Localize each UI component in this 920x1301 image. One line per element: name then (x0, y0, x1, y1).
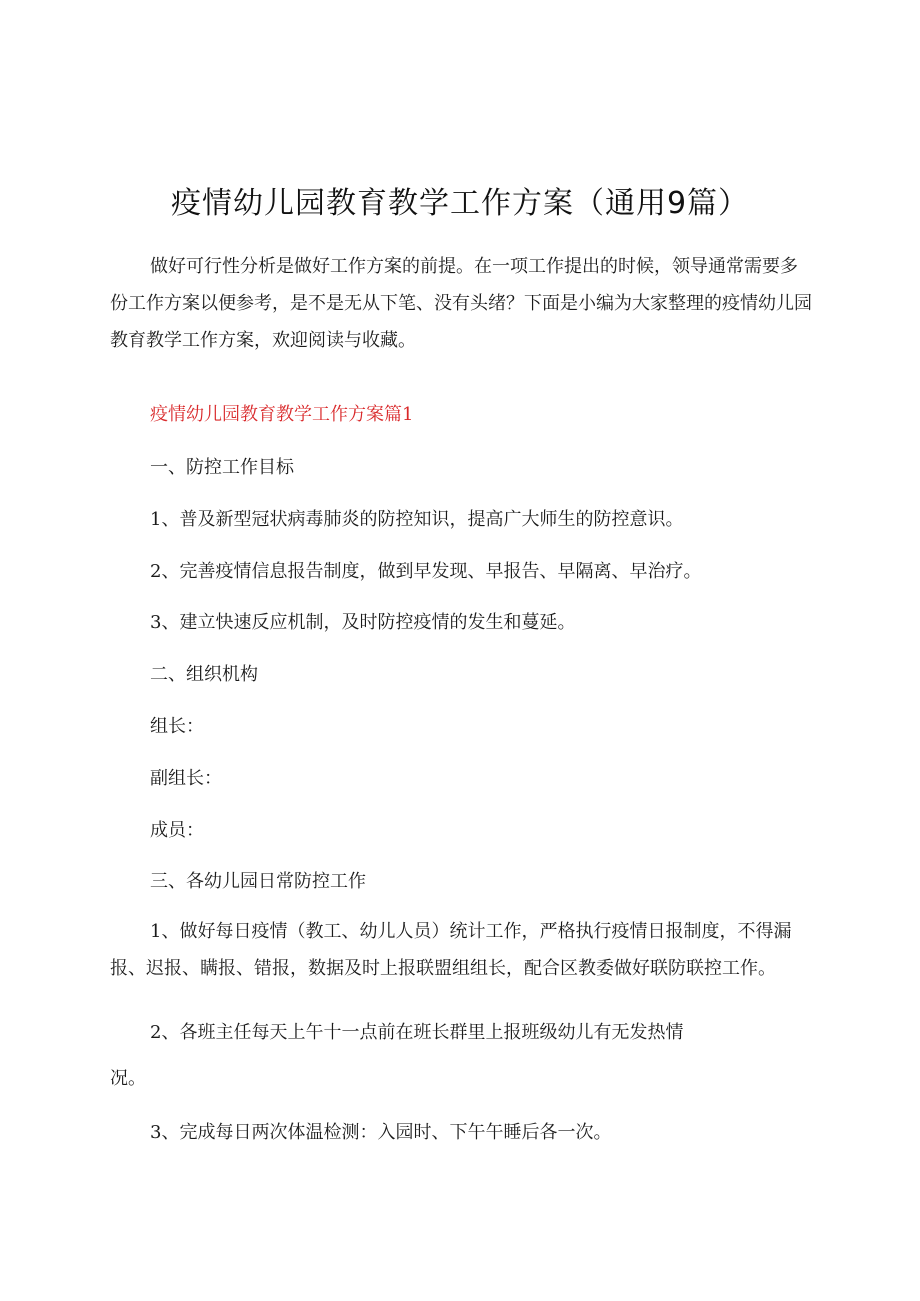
goal-item: 1、普及新型冠状病毒肺炎的防控知识，提高广大师生的防控意识。 (150, 509, 684, 530)
intro-paragraph: 做好可行性分析是做好工作方案的前提。在一项工作提出的时候，领导通常需要多份工作方案以便参考，是不是无从下笔、没有头绪？下面是小编为大家整理的疫情幼儿园教育教学工作方案，欢迎阅读与收藏。 (110, 256, 812, 351)
members-label: 成员： (150, 820, 204, 841)
vice-leader-label: 副组长： (150, 768, 222, 789)
leader-label: 组长： (150, 716, 204, 737)
daily-item: 1、做好每日疫情（教工、幼儿人员）统计工作，严格执行疫情日报制度，不得漏报、迟报、瞒报、错报，数据及时上报联盟组组长，配合区教委做好联防联控工作。 (110, 921, 792, 979)
daily-heading: 三、各幼儿园日常防控工作 (150, 871, 366, 892)
document-title: 疫情幼儿园教育教学工作方案（通用9篇） (170, 186, 750, 221)
daily-item: 2、各班主任每天上午十一点前在班长群里上报班级幼儿有无发热情 (150, 1022, 684, 1043)
goal-item: 2、完善疫情信息报告制度，做到早发现、早报告、早隔离、早治疗。 (150, 561, 702, 582)
daily-item-continuation: 况。 (110, 1068, 146, 1089)
goal-heading: 一、防控工作目标 (150, 457, 294, 478)
goal-item: 3、建立快速反应机制，及时防控疫情的发生和蔓延。 (150, 612, 576, 633)
daily-item: 3、完成每日两次体温检测：入园时、下午午睡后各一次。 (150, 1122, 612, 1143)
section-heading: 疫情幼儿园教育教学工作方案篇1 (150, 404, 414, 425)
org-heading: 二、组织机构 (150, 664, 258, 685)
